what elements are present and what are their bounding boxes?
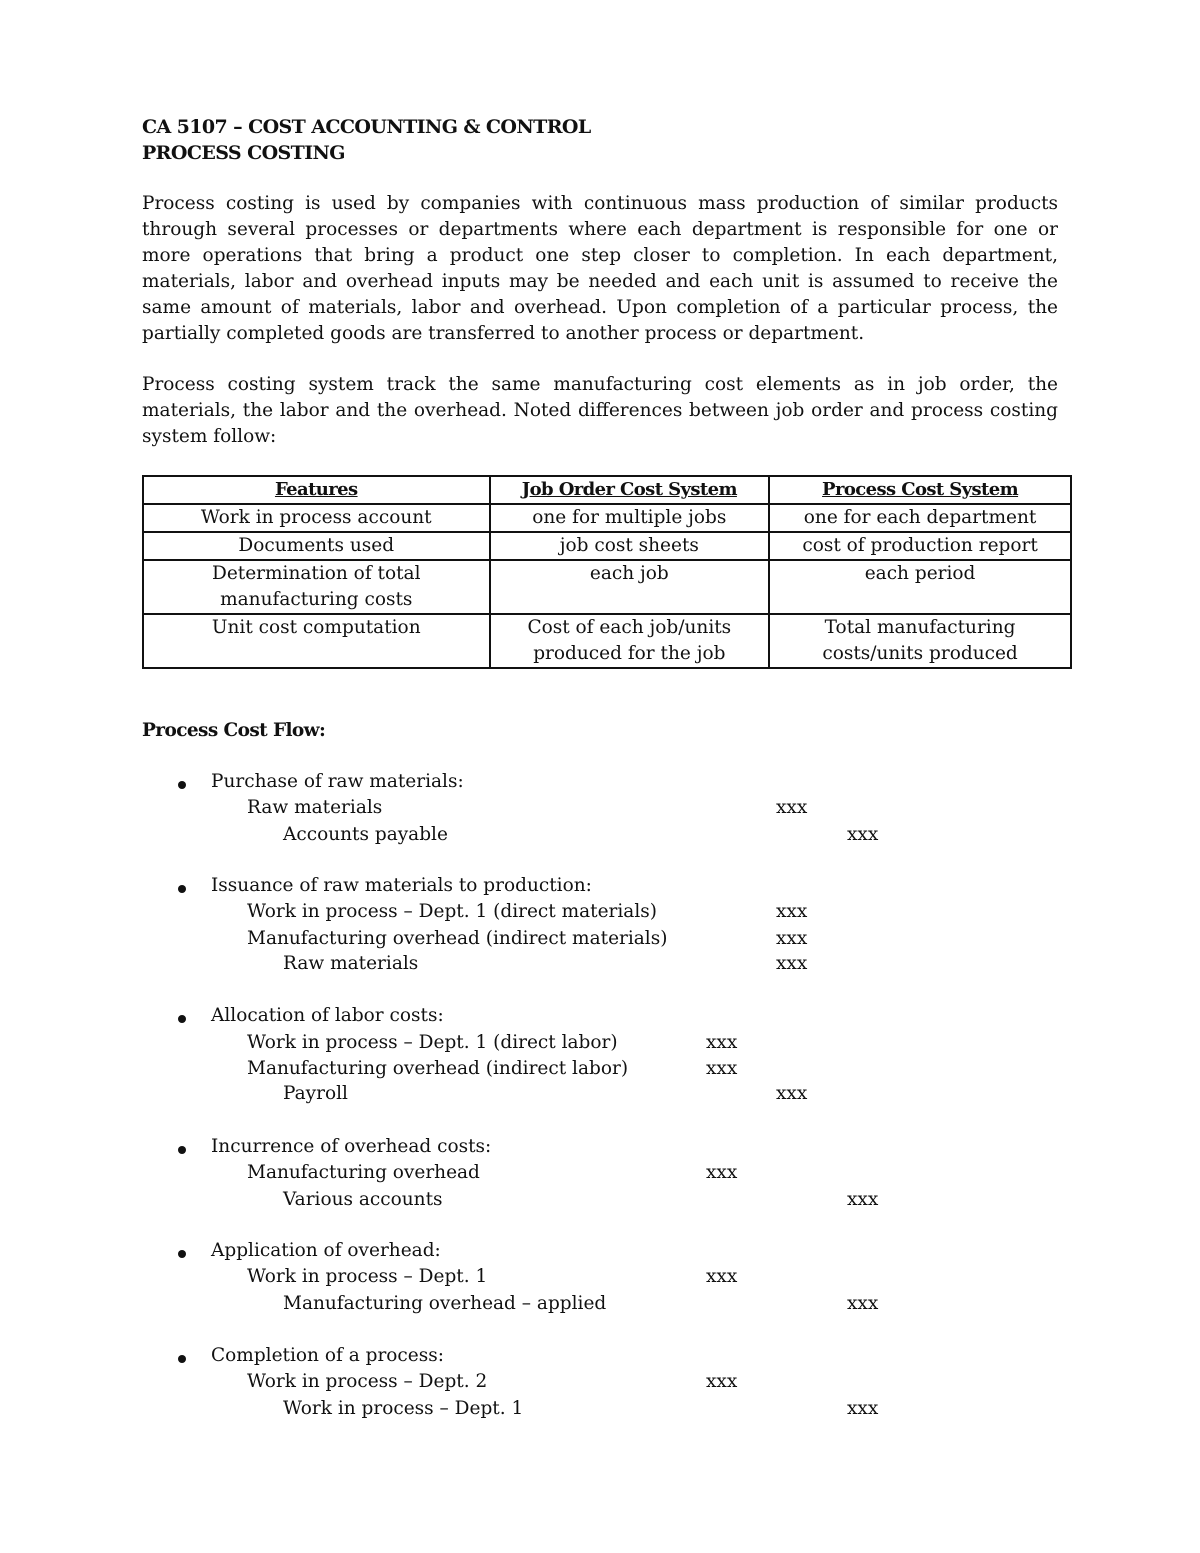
table-cell: cost of production report [769,532,1071,560]
entry-account: Payroll [283,1083,348,1104]
table-row [143,532,1071,560]
entry-account: Raw materials [283,953,419,974]
entry-amount: xxx [847,1189,879,1210]
entry-amount: xxx [847,1398,879,1419]
entry-account: Work in process – Dept. 1 [247,1266,488,1287]
header-process: Process Cost System [769,476,1071,504]
entry-title: Completion of a process: [211,1345,444,1366]
entry-amount: xxx [706,1266,738,1287]
entry-title: Allocation of labor costs: [211,1005,444,1026]
table-cell: Work in process account [143,504,490,532]
entry-account: Work in process – Dept. 1 (direct materials) [247,901,657,922]
entry-account: Work in process – Dept. 1 (direct labor) [247,1032,618,1053]
entry-title: Incurrence of overhead costs: [211,1136,492,1157]
entry-account: Raw materials [247,797,383,818]
entry-amount: xxx [847,824,879,845]
table-cell: Cost of each job/units produced for the job [490,614,770,668]
table-cell: Total manufacturing costs/units produced [769,614,1071,668]
entry-title: Issuance of raw materials to production: [211,875,592,896]
table-cell: job cost sheets [490,532,770,560]
entry-account: Manufacturing overhead [247,1162,480,1183]
entry-account: Accounts payable [283,824,448,845]
intro-paragraph: Process costing is used by companies with continuous mass production of similar products through several processes or departments where each department is responsible for one or more operations that bring a product one step closer to completion. In each department, materials, labor and overhead inputs may be needed and each unit is assumed to receive the same amount of materials, labor and overhead. Upon completion of a particular process, the partially completed goods are transferred to another process or department. [142,193,1058,344]
bullet-icon [178,1015,186,1023]
table-cell: one for each department [769,504,1071,532]
entry-amount: xxx [776,928,808,949]
comparison-table [142,475,1072,669]
table-cell: Unit cost computation [143,614,490,668]
bullet-icon [178,1146,186,1154]
entry-amount: xxx [776,1083,808,1104]
entry-amount: xxx [706,1058,738,1079]
entry-amount: xxx [776,797,808,818]
table-cell: each period [769,560,1071,614]
cost-flow-heading: Process Cost Flow: [142,720,326,741]
header-features: Features [143,476,490,504]
entry-account: Manufacturing overhead – applied [283,1293,607,1314]
table-header-row [143,476,1071,504]
table-cell: Documents used [143,532,490,560]
entry-amount: xxx [847,1293,879,1314]
course-title: CA 5107 – COST ACCOUNTING & CONTROL [142,116,591,138]
entry-title: Purchase of raw materials: [211,771,464,792]
table-row [143,614,1071,668]
entry-amount: xxx [776,901,808,922]
entry-account: Various accounts [283,1189,443,1210]
bullet-icon [178,1250,186,1258]
entry-amount: xxx [776,953,808,974]
entry-account: Work in process – Dept. 2 [247,1371,488,1392]
table-cell: one for multiple jobs [490,504,770,532]
differences-paragraph: Process costing system track the same manufacturing cost elements as in job order, the materials, the labor and the overhead. Noted differences between job order and process costing system follow: [142,374,1058,447]
table-row [143,560,1071,614]
bullet-icon [178,781,186,789]
entry-amount: xxx [706,1162,738,1183]
table-cell: each job [490,560,770,614]
entry-account: Manufacturing overhead (indirect materials) [247,928,668,949]
entry-amount: xxx [706,1032,738,1053]
entry-title: Application of overhead: [211,1240,441,1261]
table-row [143,504,1071,532]
entry-account: Work in process – Dept. 1 [283,1398,524,1419]
entry-amount: xxx [706,1371,738,1392]
header-job-order: Job Order Cost System [490,476,770,504]
table-cell: Determination of total manufacturing costs [143,560,490,614]
entry-account: Manufacturing overhead (indirect labor) [247,1058,629,1079]
topic-title: PROCESS COSTING [142,142,345,164]
bullet-icon [178,1355,186,1363]
bullet-icon [178,885,186,893]
